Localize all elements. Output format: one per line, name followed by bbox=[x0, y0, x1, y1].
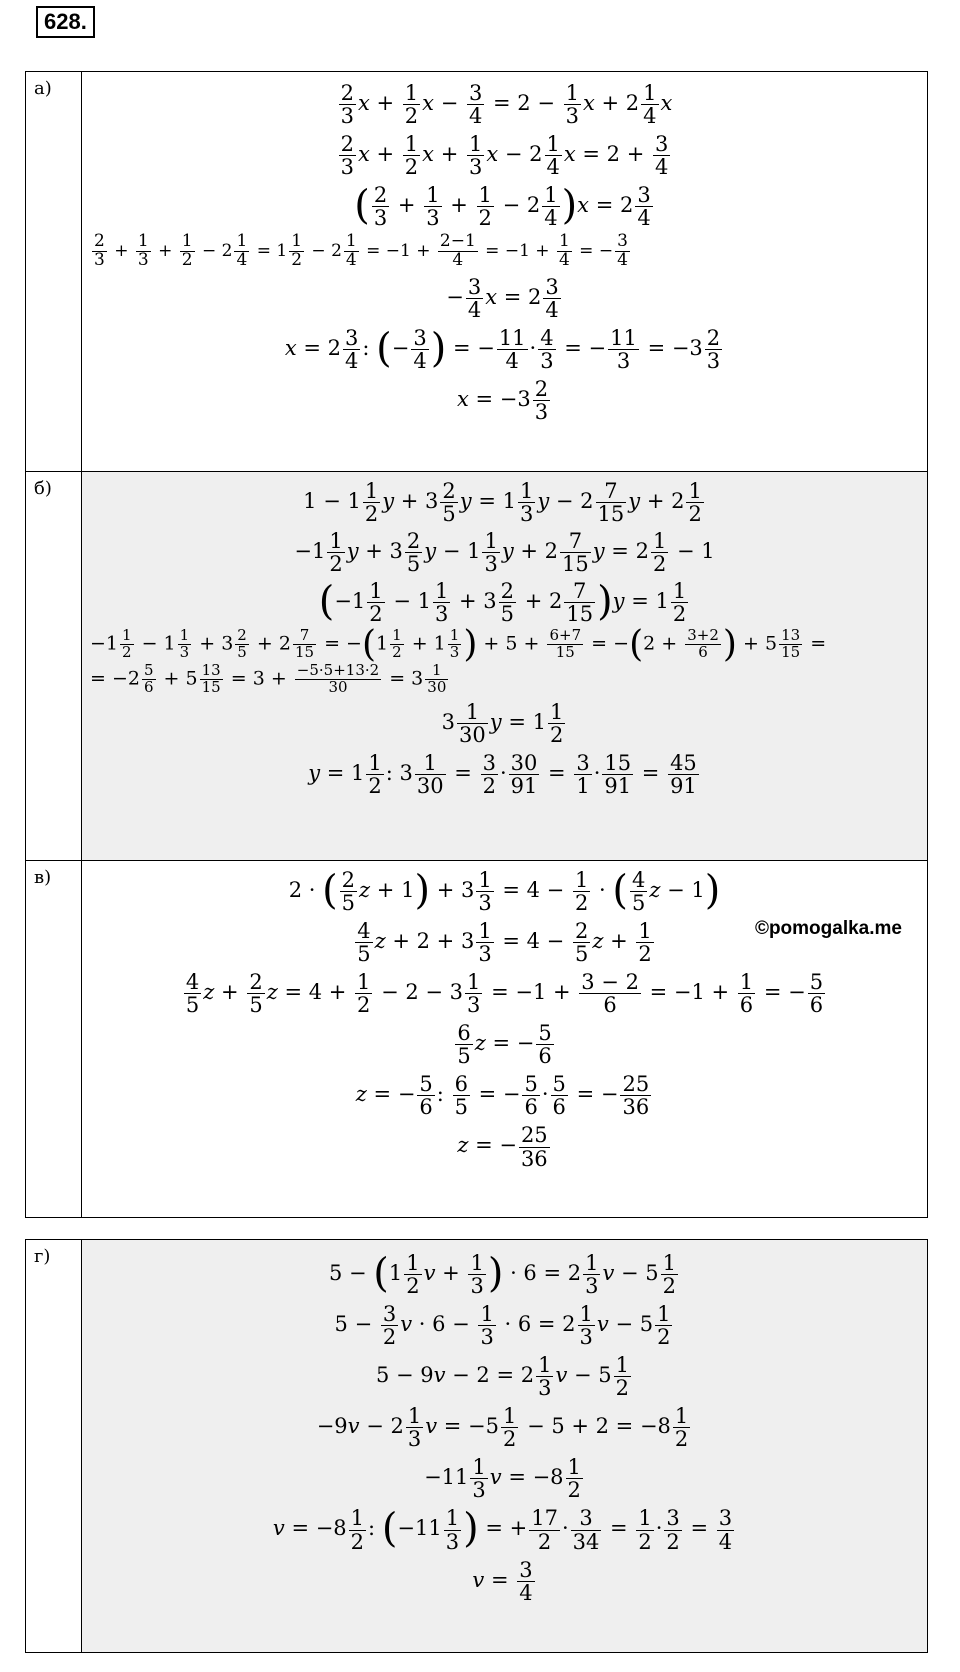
equation-line: (−1 $\frac{1}{2}$ − 1 $\frac{1}{3}$ + 3 $\frac{2}{5}$ + 2 $\frac{7}{15}$ )y = 1 $\frac{1}{2}$ bbox=[318, 578, 687, 627]
equation-line: z = − $\frac{25}{36}$ bbox=[457, 1123, 548, 1171]
equation-line: ( $\frac{2}{3}$ + $\frac{1}{3}$ + $\frac{1}{2}$ − 2 $\frac{1}{4}$ )x = 2 $\frac{3}{4}$ bbox=[354, 182, 651, 231]
part-label-b: б) bbox=[26, 472, 82, 861]
equation-line: −9v − 2 $\frac{1}{3}$ v = −5 $\frac{1}{2}$ − 5 + 2 = −8 $\frac{1}{2}$ bbox=[316, 1404, 689, 1452]
solution-table-abv bbox=[25, 71, 928, 1218]
math-cell-b bbox=[82, 472, 928, 861]
math-cell-c bbox=[82, 861, 928, 1218]
equation-line: $\frac{2}{3}$ x + $\frac{1}{2}$ x − $\frac{3}{4}$ = 2 − $\frac{1}{3}$ x + 2 $\frac{1}{4}$ x bbox=[340, 81, 673, 129]
part-label-c: в) bbox=[26, 861, 82, 1218]
equation-line: x = 2 $\frac{3}{4}$ : (− $\frac{3}{4}$ ) = − $\frac{11}{4}$ · $\frac{4}{3}$ = − $\frac{11}{3}$ = −3 $\frac{2}{3}$ bbox=[284, 325, 721, 374]
equation-line: 2 · ( $\frac{2}{5}$ z + 1) + 3 $\frac{1}{3}$ = 4 − $\frac{1}{2}$ · ( $\frac{4}{5}$ z − 1) bbox=[288, 867, 721, 916]
part-label-d: г) bbox=[26, 1240, 82, 1653]
equation-line: 5 − $\frac{3}{2}$ v · 6 − $\frac{1}{3}$ · 6 = 2 $\frac{1}{3}$ v − 5 $\frac{1}{2}$ bbox=[334, 1302, 671, 1350]
solution-row-c bbox=[26, 861, 928, 1218]
equation-line: y = 1 $\frac{1}{2}$ : 3 $\frac{1}{30}$ = $\frac{3}{2}$ · $\frac{30}{91}$ = $\frac{3}{1}$ · $\frac{15}{91}$ = $\frac{45}{91}$ bbox=[308, 751, 697, 799]
equation-line: 1 − 1 $\frac{1}{2}$ y + 3 $\frac{2}{5}$ y = 1 $\frac{1}{3}$ y − 2 $\frac{7}{15}$ y + 2 $\frac{1}{2}$ bbox=[303, 479, 702, 527]
equation-line: −1 $\frac{1}{2}$ y + 3 $\frac{2}{5}$ y − 1 $\frac{1}{3}$ y + 2 $\frac{7}{15}$ y = 2 $\frac{1}{2}$ − 1 bbox=[294, 529, 715, 577]
equation-line: 5 − (1 $\frac{1}{2}$ v + $\frac{1}{3}$ ) · 6 = 2 $\frac{1}{3}$ v − 5 $\frac{1}{2}$ bbox=[328, 1250, 677, 1299]
solution-row-a bbox=[26, 72, 928, 472]
problem-number: 628. bbox=[36, 6, 95, 38]
solution-table-g bbox=[25, 1239, 928, 1653]
equation-line: $\frac{4}{5}$ z + $\frac{2}{5}$ z = 4 + $\frac{1}{2}$ − 2 − 3 $\frac{1}{3}$ = −1 + $\frac{3 - 2}{6}$ = −1 + $\frac{1}{6}$ = − $\frac{5}{6}$ bbox=[185, 970, 824, 1018]
equation-line: $\frac{6}{5}$ z = − $\frac{5}{6}$ bbox=[457, 1021, 552, 1069]
equation-line: = −2 $\frac{5}{6}$ + 5 $\frac{13}{15}$ = 3 + $\frac{-5\cdot 5+13\cdot 2}{30}$ = 3 $\frac{1}{30}$ bbox=[90, 660, 447, 696]
solution-row-b bbox=[26, 472, 928, 861]
equation-line: $\frac{4}{5}$ z + 2 + 3 $\frac{1}{3}$ = 4 − $\frac{2}{5}$ z + $\frac{1}{2}$ bbox=[357, 919, 652, 967]
equation-line: 5 − 9v − 2 = 2 $\frac{1}{3}$ v − 5 $\frac{1}{2}$ bbox=[375, 1353, 630, 1401]
equation-line: −1 $\frac{1}{2}$ − 1 $\frac{1}{3}$ + 3 $\frac{2}{5}$ + 2 $\frac{7}{15}$ = −(1 $\frac{1}{2}$ + 1 $\frac{1}{3}$ ) + 5 + $\frac{6+7}{15}$ = −(2 + $\frac{3+2}{6}$ ) + 5 $\frac{13}{15}$ = bbox=[90, 623, 827, 666]
solution-row-d bbox=[26, 1240, 928, 1653]
equation-line: z = − $\frac{5}{6}$ : $\frac{6}{5}$ = − $\frac{5}{6}$ · $\frac{5}{6}$ = − $\frac{25}{36}$ bbox=[355, 1072, 650, 1120]
math-cell-d bbox=[82, 1240, 928, 1653]
equation-line: 3 $\frac{1}{30}$ y = 1 $\frac{1}{2}$ bbox=[441, 700, 564, 748]
equation-line: $\frac{2}{3}$ + $\frac{1}{3}$ + $\frac{1}{2}$ − 2 $\frac{1}{4}$ = 1 $\frac{1}{2}$ − 2 $\frac{1}{4}$ = −1 + $\frac{2-1}{4}$ = −1 + $\frac{1}{4}$ = − $\frac{3}{4}$ bbox=[94, 231, 628, 271]
equation-line: v = −8 $\frac{1}{2}$ : (−11 $\frac{1}{3}$ ) = + $\frac{17}{2}$ · $\frac{3}{34}$ = $\frac{1}{2}$ · $\frac{3}{2}$ = $\frac{3}{4}$ bbox=[272, 1506, 733, 1554]
equation-line: − $\frac{3}{4}$ x = 2 $\frac{3}{4}$ bbox=[446, 274, 559, 323]
math-cell-a bbox=[82, 72, 928, 472]
equation-line: v = $\frac{3}{4}$ bbox=[472, 1557, 533, 1605]
equation-line: −11 $\frac{1}{3}$ v = −8 $\frac{1}{2}$ bbox=[424, 1455, 581, 1503]
equation-line: x = −3 $\frac{2}{3}$ bbox=[456, 377, 549, 425]
watermark: ©pomogalka.me bbox=[754, 918, 902, 939]
equation-line: $\frac{2}{3}$ x + $\frac{1}{2}$ x + $\frac{1}{3}$ x − 2 $\frac{1}{4}$ x = 2 + $\frac{3}{4}$ bbox=[340, 132, 669, 180]
part-label-a: а) bbox=[26, 72, 82, 472]
